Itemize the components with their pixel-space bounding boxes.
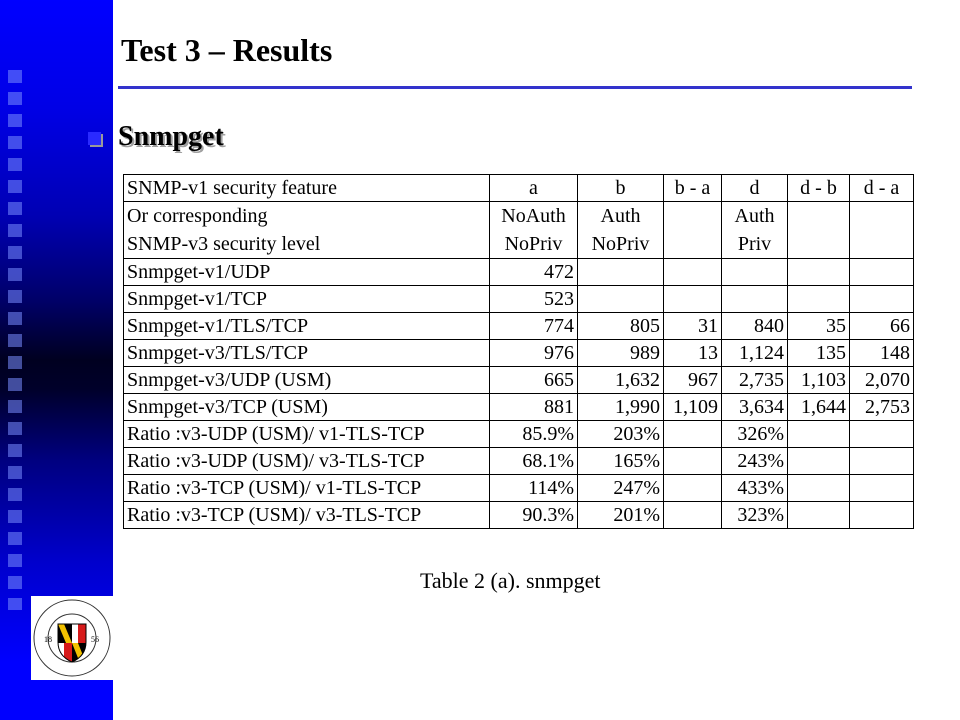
table-cell — [578, 259, 664, 286]
row-label-cell: Snmpget-v1/TCP — [124, 286, 490, 313]
table-row — [124, 286, 914, 313]
table-cell: 31 — [664, 313, 722, 340]
subheader-label-cell — [124, 202, 490, 259]
subheader-line: Or corresponding — [127, 205, 268, 227]
table-cell: 247% — [578, 475, 664, 502]
header-cell: b — [578, 175, 664, 202]
header-cell: d - a — [850, 175, 914, 202]
subheader-cell — [850, 202, 914, 259]
table-cell: 243% — [722, 448, 788, 475]
row-label-cell: Ratio :v3-UDP (USM)/ v3-TLS-TCP — [124, 448, 490, 475]
left-square-pattern — [8, 70, 22, 610]
page-title: Test 3 – Results — [121, 32, 333, 68]
table-cell — [664, 421, 722, 448]
subheader-cell — [578, 202, 664, 259]
university-logo — [31, 596, 113, 680]
subheader-cell — [664, 202, 722, 259]
header-cell: a — [490, 175, 578, 202]
subheader-cell — [788, 202, 850, 259]
header-cell: b - a — [664, 175, 722, 202]
table-cell: 326% — [722, 421, 788, 448]
table-header-row — [124, 175, 914, 202]
row-label-cell: Ratio :v3-TCP (USM)/ v1-TLS-TCP — [124, 475, 490, 502]
table-cell: 1,632 — [578, 367, 664, 394]
table-cell — [722, 259, 788, 286]
table-cell — [788, 475, 850, 502]
table-cell — [664, 286, 722, 313]
title-underline — [118, 86, 912, 89]
table-cell: 114% — [490, 475, 578, 502]
table-cell — [664, 259, 722, 286]
table-cell — [788, 259, 850, 286]
table-row — [124, 502, 914, 529]
subheader-cell — [722, 202, 788, 259]
bullet-square-icon — [88, 132, 101, 145]
subheader-line: NoAuth — [501, 205, 566, 227]
table-cell: 523 — [490, 286, 578, 313]
table-cell: 85.9% — [490, 421, 578, 448]
svg-text:56: 56 — [91, 635, 99, 644]
table-cell: 1,109 — [664, 394, 722, 421]
table-cell: 2,753 — [850, 394, 914, 421]
header-cell: d — [722, 175, 788, 202]
table-cell: 881 — [490, 394, 578, 421]
table-cell: 68.1% — [490, 448, 578, 475]
subheader-cell — [490, 202, 578, 259]
table-cell — [850, 475, 914, 502]
table-cell: 989 — [578, 340, 664, 367]
table-cell: 201% — [578, 502, 664, 529]
table-row — [124, 421, 914, 448]
results-table — [123, 174, 914, 529]
table-cell — [664, 448, 722, 475]
row-label-cell: Snmpget-v3/TCP (USM) — [124, 394, 490, 421]
table-row — [124, 340, 914, 367]
row-label-cell: Snmpget-v3/UDP (USM) — [124, 367, 490, 394]
bullet-text: Snmpget — [118, 121, 224, 152]
row-label-cell: Snmpget-v1/TLS/TCP — [124, 313, 490, 340]
table-cell: 1,990 — [578, 394, 664, 421]
table-caption: Table 2 (a). snmpget — [420, 568, 601, 593]
row-label-cell: Snmpget-v1/UDP — [124, 259, 490, 286]
row-label-cell: Ratio :v3-TCP (USM)/ v3-TLS-TCP — [124, 502, 490, 529]
header-cell: d - b — [788, 175, 850, 202]
table-cell: 135 — [788, 340, 850, 367]
table-subheader-row — [124, 202, 914, 259]
table-cell: 665 — [490, 367, 578, 394]
table-row — [124, 367, 914, 394]
table-cell: 35 — [788, 313, 850, 340]
subheader-line: Auth — [600, 205, 641, 227]
table-cell — [664, 475, 722, 502]
table-cell — [722, 286, 788, 313]
table-cell: 840 — [722, 313, 788, 340]
table-cell — [788, 448, 850, 475]
table-cell: 967 — [664, 367, 722, 394]
table-row — [124, 313, 914, 340]
subheader-line: SNMP-v3 security level — [127, 233, 321, 255]
subheader-line: Priv — [737, 233, 772, 255]
row-label-cell: Ratio :v3-UDP (USM)/ v1-TLS-TCP — [124, 421, 490, 448]
subheader-line: NoPriv — [591, 233, 650, 255]
table-cell — [850, 259, 914, 286]
svg-text:18: 18 — [44, 635, 52, 644]
university-of-maryland-seal-icon — [31, 596, 113, 680]
subheader-line: Auth — [734, 205, 775, 227]
table-row — [124, 448, 914, 475]
header-cell: SNMP-v1 security feature — [124, 175, 490, 202]
table-cell — [788, 286, 850, 313]
table-row — [124, 259, 914, 286]
table-cell: 1,644 — [788, 394, 850, 421]
table-row — [124, 394, 914, 421]
table-cell — [850, 448, 914, 475]
table-cell — [850, 421, 914, 448]
table-cell: 3,634 — [722, 394, 788, 421]
table-cell — [664, 502, 722, 529]
table-cell: 203% — [578, 421, 664, 448]
table-cell: 148 — [850, 340, 914, 367]
table-row — [124, 475, 914, 502]
table-cell: 2,070 — [850, 367, 914, 394]
table-cell: 66 — [850, 313, 914, 340]
table-cell: 976 — [490, 340, 578, 367]
table-cell: 805 — [578, 313, 664, 340]
table-cell: 2,735 — [722, 367, 788, 394]
table-cell: 1,103 — [788, 367, 850, 394]
table-cell: 1,124 — [722, 340, 788, 367]
table-cell — [788, 421, 850, 448]
table-cell — [850, 502, 914, 529]
table-cell — [788, 502, 850, 529]
table-cell: 774 — [490, 313, 578, 340]
table-cell: 165% — [578, 448, 664, 475]
table-cell: 13 — [664, 340, 722, 367]
table-cell: 433% — [722, 475, 788, 502]
table-cell: 323% — [722, 502, 788, 529]
subheader-line: NoPriv — [504, 233, 563, 255]
table-cell: 90.3% — [490, 502, 578, 529]
row-label-cell: Snmpget-v3/TLS/TCP — [124, 340, 490, 367]
table-cell — [850, 286, 914, 313]
table-cell: 472 — [490, 259, 578, 286]
table-cell — [578, 286, 664, 313]
